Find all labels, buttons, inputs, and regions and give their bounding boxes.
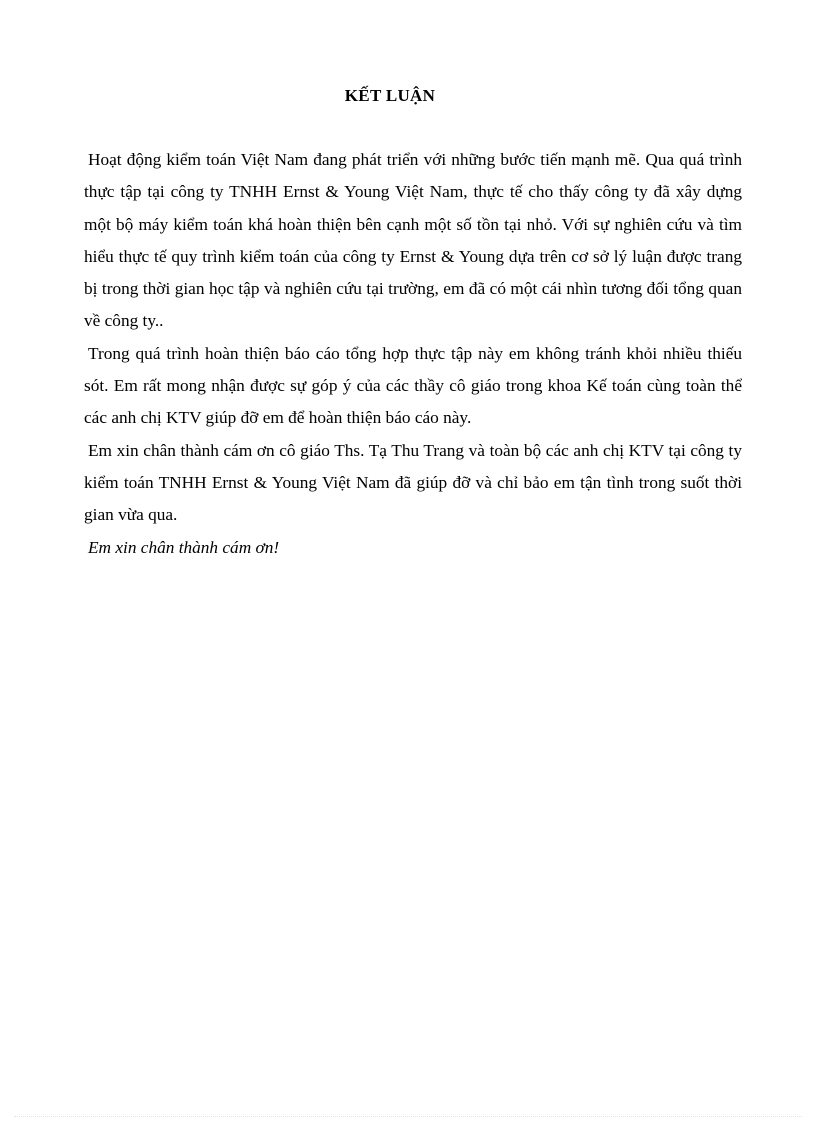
paragraph-3-text: Em xin chân thành cám ơn cô giáo Ths. Tạ Thu Trang và toàn bộ các anh chị KTV tại công ty kiểm toán TNHH Ernst & Young Việt Nam đã giúp đỡ và chỉ bảo em tận tình trong suốt thời gian vừa qua. (84, 440, 742, 525)
paragraph-2-text: Trong quá trình hoàn thiện báo cáo tổng hợp thực tập này em không tránh khỏi nhiều thiếu sót. Em rất mong nhận được sự góp ý của các thầy cô giáo trong khoa Kế toán cùng toàn thể các anh chị KTV giúp đỡ em để hoàn thiện báo cáo này. (84, 343, 742, 428)
closing-line: Em xin chân thành cám ơn! (88, 537, 280, 557)
page-title: KẾT LUẬN (344, 86, 436, 105)
paragraph-2 (84, 338, 742, 435)
paragraph-1-text: Hoạt động kiểm toán Việt Nam đang phát triển với những bước tiến mạnh mẽ. Qua quá trình thực tập tại công ty TNHH Ernst & Young Việt Nam, thực tế cho thấy công ty đã xây dựng một bộ máy kiểm toán khá hoàn thiện bên cạnh một số tồn tại nhỏ. Với sự nghiên cứu và tìm hiểu thực tế quy trình kiểm toán của công ty Ernst & Young dựa trên cơ sở lý luận được trang bị trong thời gian học tập và nghiên cứu tại trường, em đã có một cái nhìn tương đối tổng quan về công ty.. (84, 150, 742, 331)
page-bottom-divider (14, 1116, 802, 1117)
paragraph-3 (84, 435, 742, 532)
paragraph-1 (84, 144, 742, 338)
document-body (84, 144, 742, 564)
